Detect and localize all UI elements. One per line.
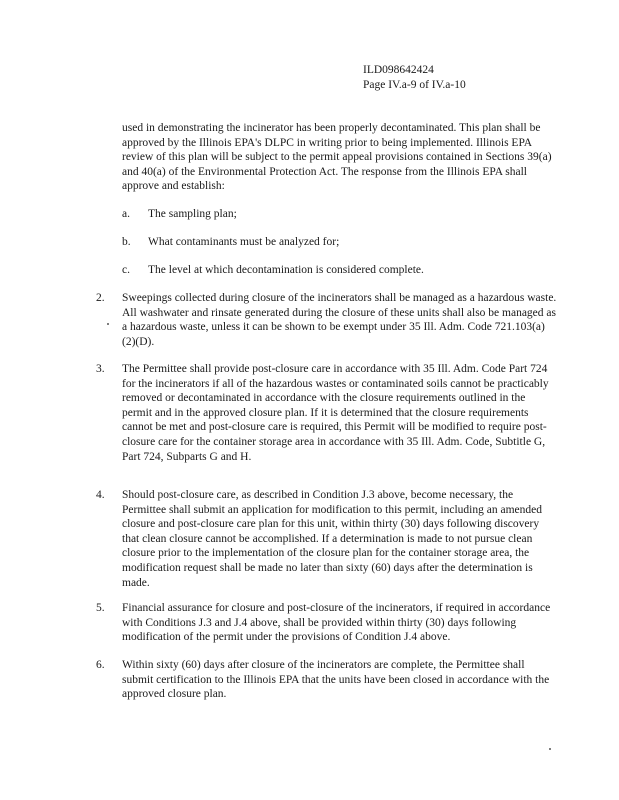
document-id: ILD098642424 bbox=[363, 64, 434, 76]
sub-item-text: What contaminants must be analyzed for; bbox=[148, 236, 340, 248]
item-text: Within sixty (60) days after closure of the incinerators are complete, the Permittee shall submit certification to the Illinois EPA that the units have been closed in accordance with the approved closure plan. bbox=[122, 659, 550, 701]
item-number: 4. bbox=[96, 489, 105, 501]
item-text: Should post-closure care, as described in Condition J.3 above, become necessary, the Permittee shall submit an application for modification to this permit, including an amended closure and post-closure care plan for this unit, within thirty (30) days following discovery that clean closure cannot be accomplished. If a determination is made to not pursue clean closure prior to the implementation of the closure plan for the container storage area, the modification request shall be made no later than sixty (60) days after the determination is made. bbox=[122, 489, 542, 589]
intro-paragraph: used in demonstrating the incinerator has been properly decontaminated. This plan shall be approved by the Illinois EPA's DLPC in writing prior to being implemented. Illinois EPA review of this plan will be subject to the permit appeal provisions contained in Sections 39(a) and 40(a) of the Environmental Protection Act. The response from the Illinois EPA shall approve and establish: bbox=[122, 122, 552, 193]
scan-speck bbox=[107, 323, 109, 325]
sub-item-label: a. bbox=[122, 208, 130, 220]
scan-speck bbox=[549, 748, 551, 750]
item-text: The Permittee shall provide post-closure care in accordance with 35 Ill. Adm. Code Part 724 for the incinerators if all of the hazardous wastes or contaminated soils cannot be practicably removed or decontaminated in accordance with the closure requirements outlined in the permit and in the approved closure plan. If it is determined that the closure requirements cannot be met and post-closure care is required, this Permit will be modified to require post-closure care for the container storage area in accordance with 35 Ill. Adm. Code, Subtitle G, Part 724, Subparts G and H. bbox=[122, 363, 549, 463]
item-number: 5. bbox=[96, 602, 105, 614]
sub-item-label: c. bbox=[122, 264, 130, 276]
item-number: 3. bbox=[96, 363, 105, 375]
sub-item-text: The sampling plan; bbox=[148, 208, 237, 220]
page-header bbox=[363, 63, 466, 92]
item-text: Financial assurance for closure and post-closure of the incinerators, if required in accordance with Conditions J.3 and J.4 above, shall be provided within thirty (30) days following modification of the permit under the provisions of Condition J.4 above. bbox=[122, 602, 551, 644]
page-number: Page IV.a-9 of IV.a-10 bbox=[363, 78, 466, 91]
item-number: 6. bbox=[96, 659, 105, 671]
item-number: 2. bbox=[96, 292, 105, 304]
item-text: Sweepings collected during closure of the incinerators shall be managed as a hazardous waste. All washwater and rinsate generated during the closure of these units shall also be managed as a hazardous waste, unless it can be shown to be exempt under 35 Ill. Adm. Code 721.103(a)(2)(D). bbox=[122, 292, 557, 348]
sub-item-label: b. bbox=[122, 236, 131, 248]
sub-item-text: The level at which decontamination is considered complete. bbox=[148, 264, 424, 276]
